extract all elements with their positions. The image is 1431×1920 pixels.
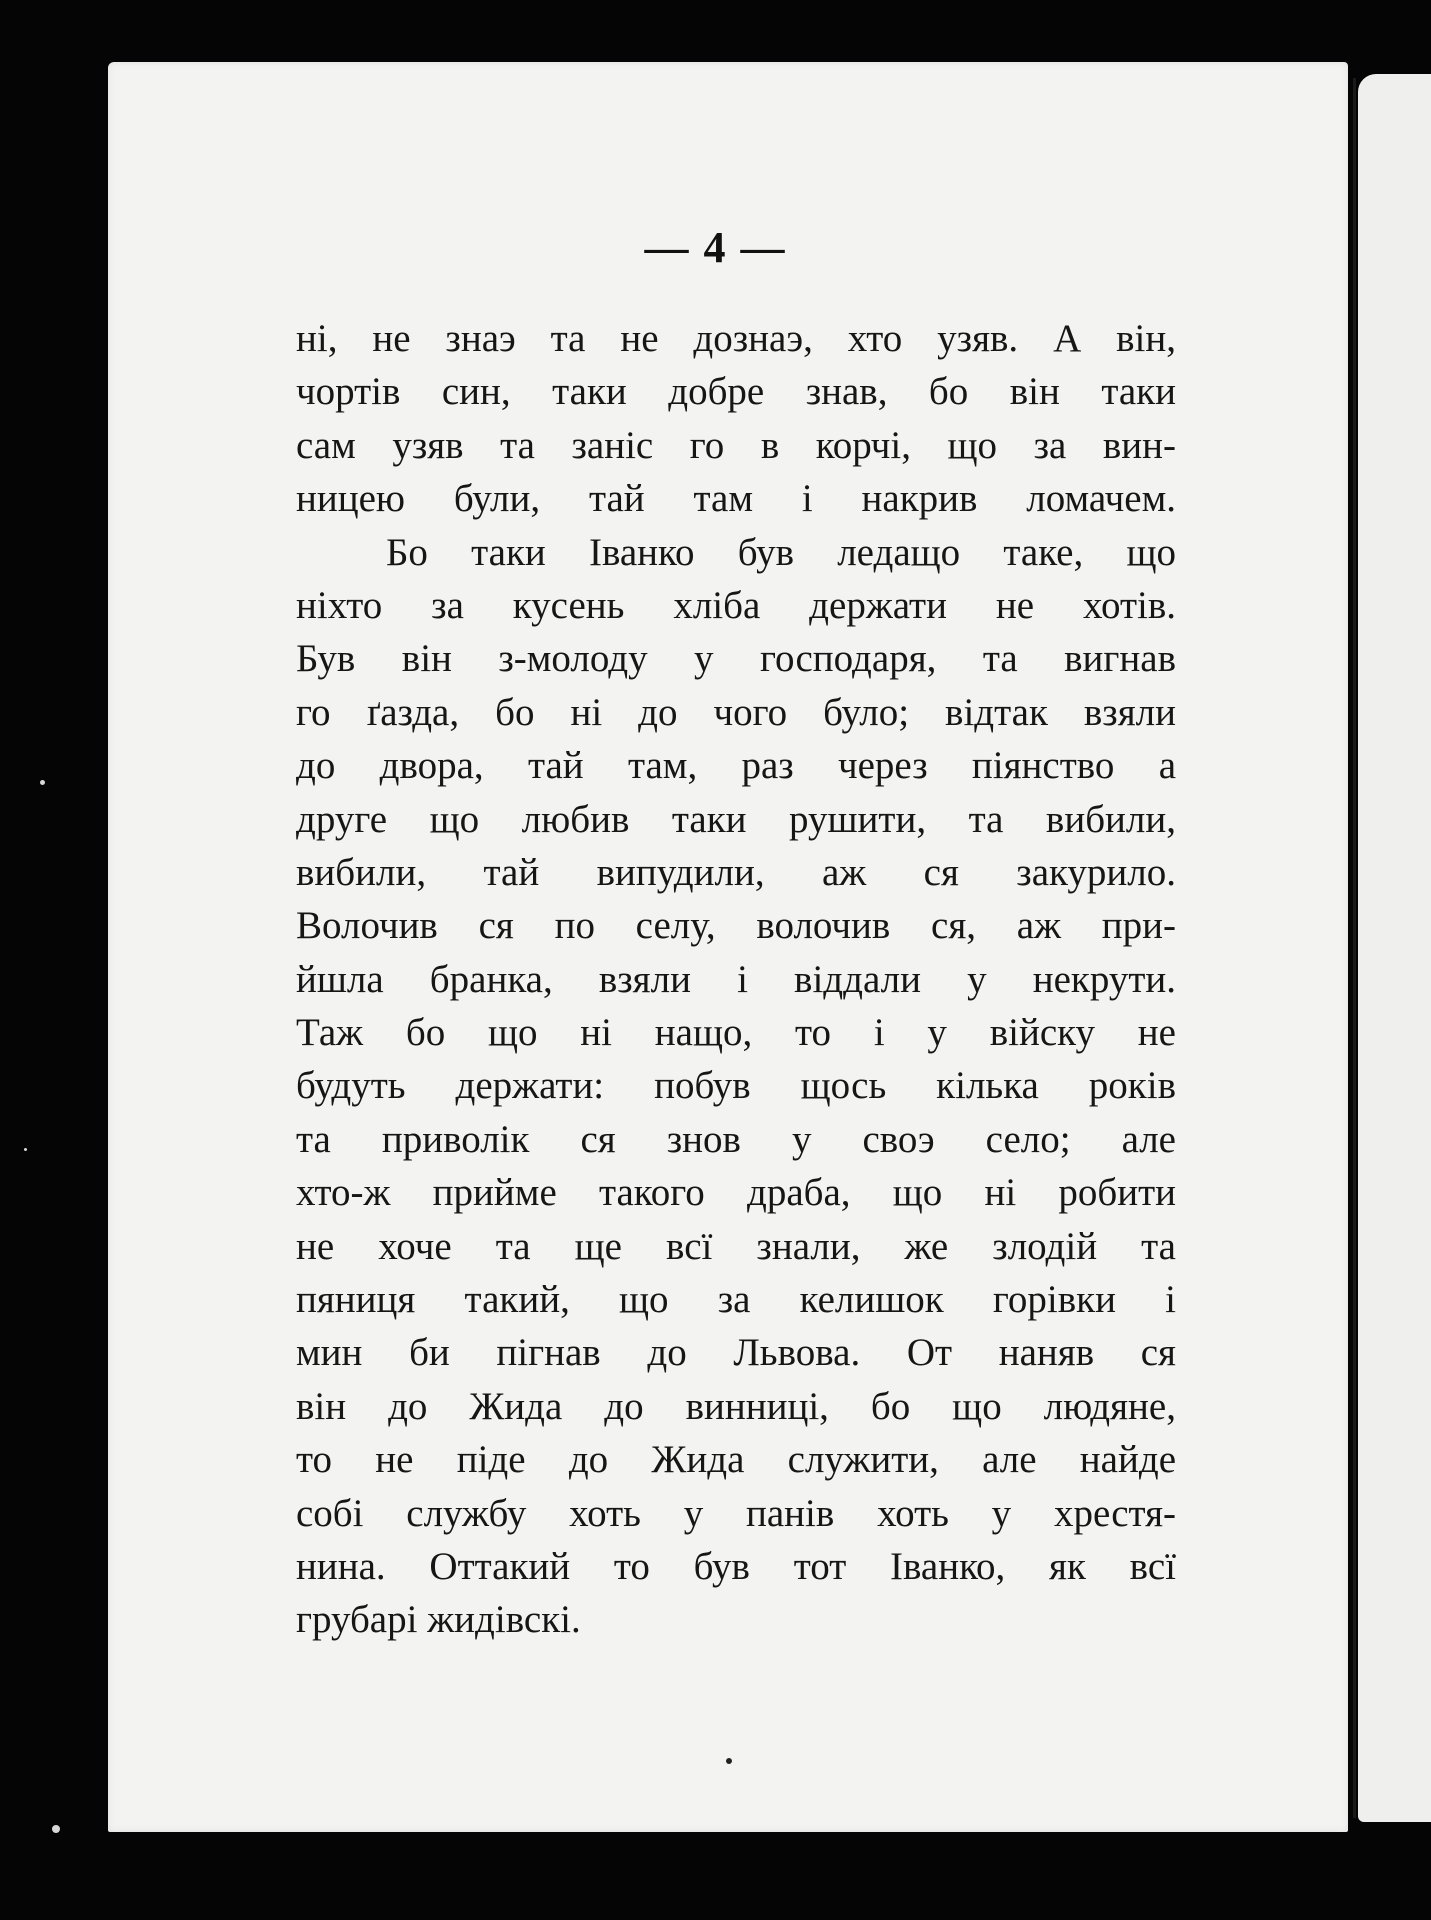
text-line: він до Жида до винниці, бо що людяне,	[296, 1384, 1176, 1428]
text-line: не хоче та ще всї знали, же злодій та	[296, 1224, 1176, 1268]
page-gutter-line	[1353, 78, 1356, 1818]
film-speck	[52, 1825, 60, 1833]
text-line: чортів син, таки добре знав, бо він таки	[296, 370, 1176, 414]
text-line: грубарі жидівскі.	[296, 1598, 581, 1642]
body-text	[296, 312, 1176, 1647]
ink-dot	[726, 1758, 732, 1764]
text-line: та приволік ся знов у своэ село; але	[296, 1117, 1176, 1161]
text-line: ні, не знаэ та не дознаэ, хто узяв. А він,	[296, 317, 1176, 360]
text-line: друге що любив таки рушити, та вибили,	[296, 797, 1176, 841]
text-line: хто-ж приймe такого драба, що ні робити	[296, 1171, 1176, 1215]
text-line: вибили, тай випудили, аж ся закурило.	[296, 850, 1176, 894]
text-line: сам узяв та заніс го в корчі, що за вин-	[296, 423, 1176, 467]
text-line: йшла бранка, взяли і віддали у некрути.	[296, 957, 1176, 1001]
text-line: го ґазда, бо ні до чого було; відтак взяли	[296, 690, 1176, 734]
text-line: будуть держати: побув щось кілька років	[296, 1064, 1176, 1108]
text-line: то не піде до Жида служити, але найде	[296, 1438, 1176, 1482]
text-line: ніхто за кусень хліба держати не хотів.	[296, 583, 1176, 627]
text-line: Бо таки Іванко був ледащо таке, що	[386, 530, 1176, 574]
text-line: собі службу хоть у панів хоть у хрестя-	[296, 1491, 1176, 1535]
page-number: — 4 —	[644, 223, 787, 272]
text-line: Волочив ся по селу, волочив ся, аж при-	[296, 904, 1176, 948]
text-line: до двора, тай там, раз через піянство а	[296, 744, 1176, 788]
text-line: Був він з-молоду у господаря, та вигнав	[296, 637, 1176, 681]
film-speck	[24, 1148, 27, 1151]
text-line: пяниця такий, що за келишок горівки і	[296, 1278, 1176, 1322]
next-page-edge	[1358, 74, 1431, 1822]
text-line: нина. Оттакий то був тот Іванко, як всї	[296, 1544, 1176, 1588]
text-line: мин би пігнав до Львова. От наняв ся	[296, 1331, 1176, 1375]
film-speck	[40, 780, 45, 785]
text-line: ницею були, тай там і накрив ломачем.	[296, 477, 1176, 521]
text-line: Таж бо що ні нащо, то і у війску не	[296, 1011, 1176, 1055]
